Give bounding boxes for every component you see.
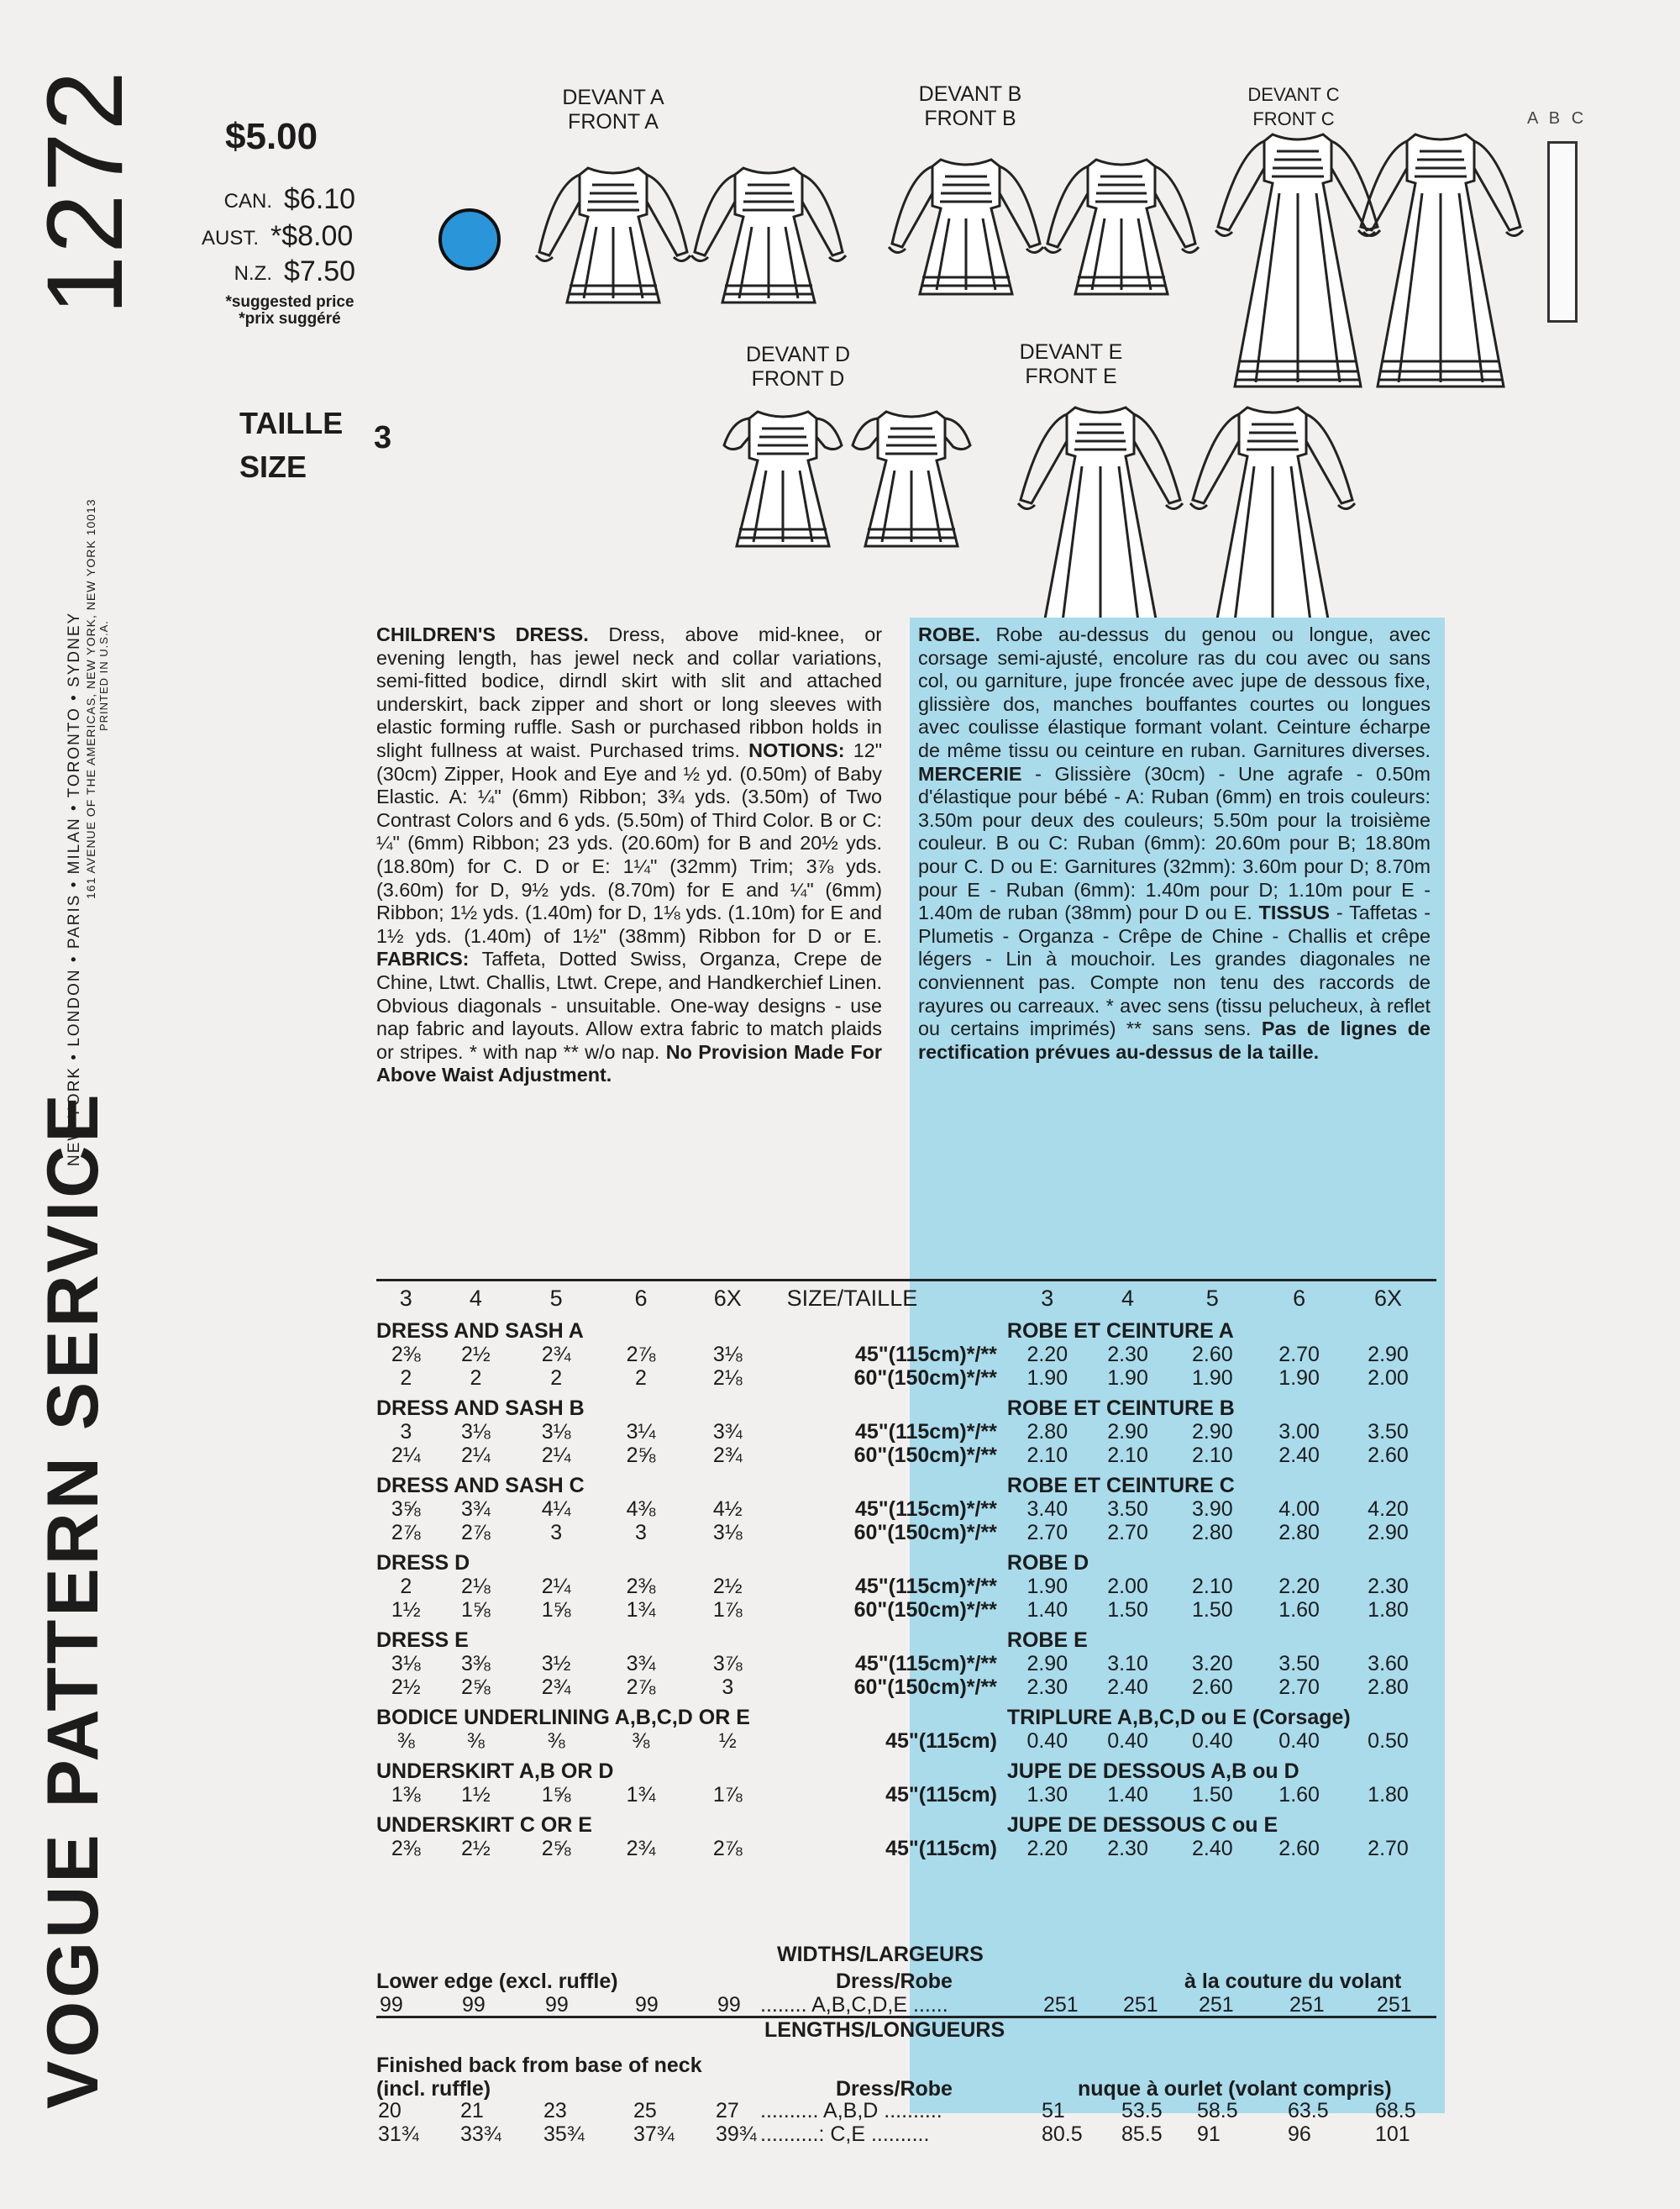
fabrics-label: FABRICS: <box>376 948 470 970</box>
lengths-dress-label: Dress/Robe <box>836 2077 953 2101</box>
yds-cell: 2 <box>470 1366 482 1390</box>
yds-cell: ⅜ <box>466 1729 485 1753</box>
fabric-width-cell: 45"(115cm)*/** <box>854 1343 997 1366</box>
length-inch-cell: 35¾ <box>543 2122 585 2146</box>
yds-cell: 3 <box>400 1420 412 1444</box>
provision-fr: Pas de lignes de rectification prévues au-dessus de la taille. <box>918 1018 1431 1063</box>
meter-cell: 2.00 <box>1368 1366 1409 1390</box>
yds-cell: 2½ <box>391 1675 421 1699</box>
table-row <box>376 1783 1435 1807</box>
size-value: 3 <box>374 420 392 455</box>
printed-line: PRINTED IN U.S.A. <box>97 620 110 731</box>
description-en <box>376 623 882 1087</box>
meter-cell: 2.30 <box>1107 1837 1148 1860</box>
meter-cell: 2.90 <box>1191 1420 1233 1444</box>
description-fr <box>918 623 1431 1064</box>
length-views: ..........: C,E .......... <box>760 2122 930 2146</box>
yds-cell: 1½ <box>391 1598 421 1622</box>
widths-dress-label: Dress/Robe <box>836 1970 953 1993</box>
price-can-value: $6.10 <box>284 183 356 215</box>
yds-cell: 2⅞ <box>391 1521 421 1544</box>
meter-cell: 1.90 <box>1026 1366 1068 1390</box>
meter-cell: 0.50 <box>1368 1729 1409 1753</box>
width-inch-cell: 99 <box>717 1993 741 2017</box>
price-us: $5.00 <box>225 116 318 157</box>
lengths-label-fr: nuque à ourlet (volant compris) <box>1078 2077 1392 2101</box>
meter-cell: 4.00 <box>1278 1497 1320 1521</box>
meter-cell: 2.60 <box>1191 1675 1233 1699</box>
meter-cell: 1.30 <box>1026 1783 1068 1807</box>
garment-illustrations <box>0 0 1680 622</box>
section-label-fr: ROBE ET CEINTURE C <box>1006 1474 1235 1497</box>
meter-cell: 2.70 <box>1368 1837 1409 1860</box>
price-nz-label: N.Z. <box>234 262 272 285</box>
widths-views: ........ A,B,C,D,E ...... <box>760 1993 948 2017</box>
meter-cell: 4.20 <box>1368 1497 1409 1521</box>
fabrics-text: Taffeta, Dotted Swiss, Organza, Crepe de Chine, Ltwt. Challis, Ltwt. Crepe, and Handkerchief Linen. Obvious diagonals - unsuitable. One-way designs - use nap fabric and layouts. Allow extra fabric to match plaids or stripes. * with nap ** w/o nap. <box>376 948 883 1063</box>
meter-cell: 3.50 <box>1368 1420 1409 1444</box>
swatch-label: A B C <box>1527 109 1588 128</box>
length-inch-cell: 20 <box>378 2099 402 2122</box>
meter-cell: 1.60 <box>1278 1598 1320 1622</box>
yds-cell: 2⅝ <box>626 1444 656 1467</box>
yds-cell: 2⅛ <box>712 1366 743 1390</box>
meter-cell: 2.70 <box>1026 1521 1068 1544</box>
width-inch-cell: 99 <box>380 1993 403 2017</box>
section-gap <box>770 1390 1007 1420</box>
widths-label-en: Lower edge (excl. ruffle) <box>376 1970 618 1993</box>
section-label-en: DRESS AND SASH C <box>376 1474 585 1497</box>
length-cm-cell: 68.5 <box>1375 2099 1416 2122</box>
section-header-row <box>376 1807 1435 1837</box>
length-inch-cell: 39¾ <box>716 2122 757 2146</box>
yds-cell: 4½ <box>712 1497 743 1521</box>
section-header-row <box>376 1312 1435 1343</box>
section-label-en: UNDERSKIRT A,B OR D <box>376 1759 614 1783</box>
size-col-metric-0: 3 <box>1041 1286 1054 1311</box>
size-col-1: 4 <box>469 1286 482 1311</box>
yds-cell: 2⅞ <box>626 1343 656 1366</box>
size-label-fr: TAILLE <box>239 406 344 440</box>
notions-text: 12" (30cm) Zipper, Hook and Eye and ½ yd. (0.50m) of Baby Elastic. A: ¼" (6mm) Ribbon; 3¾ yds. (3.50m) of Two Contrast Colors and 6 yds. (5.50m) of Third Color. B or C: ¼" (6mm) Ribbon; 23 yds. (20.60m) for B and 20½ yds. (18.80m) for C. D or E: 1¼" (32mm) Trim; 3⅞ yds. (3.60m) for D, 9½ yds. (8.70m) for E and ¼" (6mm) Ribbon; 1½ yds. (1.40m) for D, 1⅛ yds. (1.10m) for E and 1½ yds. (1.40m) of 1½" (38mm) Ribbon for D or E. <box>376 739 883 947</box>
yds-cell: 2⅜ <box>391 1343 421 1366</box>
yds-cell: 3½ <box>541 1652 571 1675</box>
address-line: 161 AVENUE OF THE AMERICAS, NEW YORK, NEW YORK 10013 <box>84 498 97 899</box>
table-top-rule <box>376 1279 1436 1281</box>
size-col-metric-2: 5 <box>1205 1286 1219 1311</box>
yds-cell: 1¾ <box>626 1598 656 1622</box>
yds-cell: 3 <box>635 1521 647 1544</box>
fabric-width-cell: 45"(115cm)*/** <box>854 1575 997 1598</box>
length-cm-cell: 51 <box>1042 2099 1065 2122</box>
yds-cell: 2 <box>635 1366 647 1390</box>
size-col-0: 3 <box>399 1286 412 1311</box>
yds-cell: 2¾ <box>626 1837 656 1860</box>
lengths-label-en-1: Finished back from base of neck <box>376 2054 702 2077</box>
meter-cell: 0.40 <box>1278 1729 1320 1753</box>
fabric-width-cell: 45"(115cm)*/** <box>854 1497 997 1521</box>
section-gap <box>770 1807 1007 1837</box>
fabric-width-cell: 45"(115cm) <box>885 1837 997 1860</box>
section-label-fr: JUPE DE DESSOUS A,B ou D <box>1006 1759 1299 1783</box>
desc-fr-title: ROBE. <box>918 623 981 645</box>
meter-cell: 2.80 <box>1278 1521 1320 1544</box>
view-a-en: FRONT A <box>568 110 659 134</box>
meter-cell: 2.60 <box>1278 1837 1320 1860</box>
width-inch-cell: 99 <box>635 1993 659 2017</box>
length-inch-cell: 27 <box>716 2099 739 2122</box>
meter-cell: 3.90 <box>1191 1497 1233 1521</box>
tissus-label: TISSUS <box>1258 902 1331 924</box>
yds-cell: 2⅜ <box>626 1575 656 1598</box>
yardage-table <box>376 1284 1435 1860</box>
yds-cell: 3⅛ <box>461 1420 491 1444</box>
meter-cell: 2.70 <box>1278 1343 1320 1366</box>
yds-cell: 3⅛ <box>391 1652 421 1675</box>
section-label-fr: ROBE ET CEINTURE A <box>1006 1319 1234 1343</box>
meter-cell: 1.90 <box>1191 1366 1233 1390</box>
width-cm-cell: 251 <box>1199 1993 1234 2017</box>
yds-cell: 1⅞ <box>712 1598 743 1622</box>
table-row <box>376 1652 1435 1675</box>
section-label-en: UNDERSKIRT C OR E <box>376 1813 592 1837</box>
meter-cell: 2.90 <box>1368 1343 1409 1366</box>
yds-cell: 2⅛ <box>461 1575 491 1598</box>
length-inch-cell: 25 <box>633 2099 657 2122</box>
length-cm-cell: 96 <box>1288 2122 1311 2146</box>
width-cm-cell: 251 <box>1289 1993 1325 2017</box>
cities-line: NEW YORK • LONDON • PARIS • MILAN • TORONTO • SYDNEY <box>66 611 83 1166</box>
yds-cell: 4⅜ <box>626 1497 656 1521</box>
yds-cell: 1⅝ <box>541 1783 571 1807</box>
width-inch-cell: 99 <box>545 1993 569 2017</box>
section-header-row <box>376 1622 1435 1652</box>
meter-cell: 2.60 <box>1191 1343 1233 1366</box>
section-label-en: DRESS AND SASH A <box>376 1319 584 1343</box>
yds-cell: 3 <box>550 1521 563 1544</box>
table-row <box>376 1837 1435 1860</box>
yds-cell: 2⅞ <box>461 1521 491 1544</box>
price-aust-label: AUST. <box>201 227 259 250</box>
yds-cell: 3¾ <box>626 1652 656 1675</box>
section-gap <box>770 1622 1007 1652</box>
meter-cell: 1.50 <box>1191 1783 1233 1807</box>
yds-cell: 4¼ <box>541 1497 571 1521</box>
meter-cell: 0.40 <box>1107 1729 1148 1753</box>
yds-cell: 2¾ <box>541 1675 571 1699</box>
fabric-width-cell: 45"(115cm)*/** <box>854 1420 997 1444</box>
yds-cell: 1⅝ <box>541 1598 571 1622</box>
section-header-row <box>376 1390 1435 1420</box>
size-col-2: 5 <box>549 1286 563 1311</box>
yds-cell: ⅜ <box>396 1729 415 1753</box>
widths-label-fr: à la couture du volant <box>1184 1970 1402 1993</box>
table-row <box>376 1521 1435 1544</box>
section-gap <box>770 1467 1007 1497</box>
notions-label: NOTIONS: <box>748 739 845 761</box>
meter-cell: 1.90 <box>1107 1366 1148 1390</box>
meter-cell: 2.70 <box>1107 1521 1148 1544</box>
desc-fr-body: Robe au-dessus du genou ou longue, avec corsage semi-ajusté, encolure ras du cou avec ou sans col, ou garniture, jupe froncée avec jupe de dessous fixe, glissière dos, manches bouffantes courtes ou longues avec coulisse élastique formant volant. Ceinture écharpe de même tissu ou ceinture en ruban. Garnitures diverses. <box>918 623 1431 761</box>
meter-cell: 3.50 <box>1107 1497 1148 1521</box>
table-row <box>376 1343 1435 1366</box>
meter-cell: 2.10 <box>1026 1444 1068 1467</box>
price-aust-value: *$8.00 <box>270 220 354 252</box>
length-inch-cell: 37¾ <box>633 2122 675 2146</box>
table-row <box>376 1366 1435 1390</box>
mercerie-text: - Glissière (30cm) - Une agrafe - 0.50m d'élastique pour bébé - A: Ruban (6mm) en trois couleurs: 3.50m pour deux des couleurs; 5.50m pour la troisième couleur. B ou C: Ruban (6mm): 20.60m pour B; 18.80m pour C. D ou E: Garnitures (32mm): 3.60m pour D; 8.70m pour E - Ruban (6mm): 1.40m pour D; 1.10m pour E - 1.40m de ruban (38mm) pour D ou E. <box>918 762 1431 924</box>
meter-cell: 2.30 <box>1107 1343 1148 1366</box>
meter-cell: 1.90 <box>1278 1366 1320 1390</box>
meter-cell: 2.30 <box>1026 1675 1068 1699</box>
yds-cell: 2⅝ <box>541 1837 571 1860</box>
meter-cell: 0.40 <box>1026 1729 1068 1753</box>
length-inch-cell: 23 <box>543 2099 567 2122</box>
desc-en-title: CHILDREN'S DRESS. <box>376 623 589 645</box>
yds-cell: 2 <box>400 1575 412 1598</box>
meter-cell: 1.80 <box>1368 1783 1409 1807</box>
meter-cell: 2.10 <box>1191 1444 1233 1467</box>
meter-cell: 2.60 <box>1368 1444 1409 1467</box>
yardage-grid <box>376 1284 1435 1860</box>
lengths-header: LENGTHS/LONGUEURS <box>764 2018 1005 2042</box>
fabric-width-cell: 45"(115cm) <box>885 1729 997 1753</box>
yds-cell: ½ <box>718 1729 737 1753</box>
section-gap <box>770 1699 1007 1729</box>
view-b-en: FRONT B <box>924 107 1016 130</box>
meter-cell: 2.90 <box>1026 1652 1068 1675</box>
section-label-fr: ROBE ET CEINTURE B <box>1006 1396 1235 1420</box>
yds-cell: ⅜ <box>547 1729 565 1753</box>
meter-cell: 1.80 <box>1368 1598 1409 1622</box>
width-cm-cell: 251 <box>1123 1993 1158 2017</box>
fabric-width-cell: 60"(150cm)*/** <box>853 1521 997 1544</box>
section-label-fr: TRIPLURE A,B,C,D ou E (Corsage) <box>1006 1706 1351 1729</box>
section-label-fr: ROBE D <box>1006 1551 1089 1575</box>
yds-cell: 1¾ <box>626 1783 656 1807</box>
meter-cell: 1.50 <box>1191 1598 1233 1622</box>
yds-cell: 3⅛ <box>712 1521 743 1544</box>
meter-cell: 2.30 <box>1368 1575 1409 1598</box>
lengths-label-en-2: (incl. ruffle) <box>376 2077 491 2101</box>
size-col-metric-3: 6 <box>1293 1286 1306 1311</box>
yds-cell: 2¾ <box>712 1444 743 1467</box>
size-col-metric-4: 6X <box>1374 1286 1403 1311</box>
yds-cell: 2⅜ <box>391 1837 421 1860</box>
length-cm-cell: 53.5 <box>1121 2099 1163 2122</box>
size-col-metric-1: 4 <box>1121 1286 1135 1311</box>
fabric-width-cell: 60"(150cm)*/** <box>853 1444 997 1467</box>
yds-cell: 2⅝ <box>461 1675 491 1699</box>
length-inch-cell: 33¾ <box>460 2122 501 2146</box>
length-cm-cell: 63.5 <box>1288 2099 1329 2122</box>
price-nz-value: $7.50 <box>284 255 356 287</box>
view-e-fr: DEVANT E <box>1019 340 1123 364</box>
section-gap <box>770 1544 1007 1575</box>
yds-cell: 2⅞ <box>712 1837 743 1860</box>
meter-cell: 2.80 <box>1026 1420 1068 1444</box>
meter-cell: 2.20 <box>1026 1837 1068 1860</box>
yds-cell: 3 <box>722 1675 734 1699</box>
yds-cell: 2¼ <box>391 1444 421 1467</box>
yds-cell: 2½ <box>461 1343 491 1366</box>
width-cm-cell: 251 <box>1043 1993 1079 2017</box>
yds-cell: 1⅝ <box>461 1598 491 1622</box>
section-label-fr: ROBE E <box>1006 1628 1088 1652</box>
length-cm-cell: 91 <box>1197 2122 1221 2146</box>
yds-cell: 3¼ <box>626 1420 656 1444</box>
tissus-text: - Taffetas - Plumetis - Organza - Crêpe de Chine - Challis et crêpe légers - Lin à mouchoir. Les grandes diagonales ne conviennent pas. Compte non tenu des raccords de rayures ou carreaux. * avec sens (tissu pelucheux, à reflet ou certains imprimés) ** sans sens. <box>918 902 1431 1040</box>
meter-cell: 1.90 <box>1026 1575 1068 1598</box>
table-row <box>376 1444 1435 1467</box>
view-d-fr: DEVANT D <box>745 343 851 366</box>
fabric-width-cell: 45"(115cm) <box>885 1783 997 1807</box>
yds-cell: 2⅞ <box>626 1675 656 1699</box>
meter-cell: 2.10 <box>1107 1444 1148 1467</box>
yds-cell: 1⅞ <box>712 1783 743 1807</box>
view-e-en: FRONT E <box>1025 365 1117 388</box>
yds-cell: 3¾ <box>461 1497 491 1521</box>
meter-cell: 1.40 <box>1026 1598 1068 1622</box>
meter-cell: 2.40 <box>1107 1675 1148 1699</box>
view-d-en: FRONT D <box>751 367 845 391</box>
meter-cell: 1.40 <box>1107 1783 1148 1807</box>
yds-cell: 2¼ <box>541 1575 571 1598</box>
meter-cell: 2.20 <box>1026 1343 1068 1366</box>
length-cm-cell: 101 <box>1375 2122 1410 2146</box>
yds-cell: 3⅜ <box>461 1652 491 1675</box>
view-c-en: FRONT C <box>1252 108 1335 129</box>
yds-cell: 2½ <box>712 1575 743 1598</box>
width-inch-cell: 99 <box>462 1993 486 2017</box>
table-row <box>376 1598 1435 1622</box>
section-label-en: BODICE UNDERLINING A,B,C,D OR E <box>376 1706 750 1729</box>
yds-cell: 2½ <box>461 1837 491 1860</box>
length-cm-cell: 80.5 <box>1042 2122 1083 2146</box>
meter-cell: 3.20 <box>1191 1652 1233 1675</box>
yds-cell: 3⅞ <box>712 1652 743 1675</box>
meter-cell: 2.90 <box>1368 1521 1409 1544</box>
meter-cell: 2.80 <box>1191 1521 1233 1544</box>
yds-cell: 2¼ <box>461 1444 491 1467</box>
meter-cell: 3.50 <box>1278 1652 1320 1675</box>
view-a-fr: DEVANT A <box>562 86 664 109</box>
size-col-3: 6 <box>634 1286 648 1311</box>
widths-header: WIDTHS/LARGEURS <box>777 1943 984 1966</box>
yds-cell: ⅜ <box>632 1729 650 1753</box>
fabric-width-cell: 60"(150cm)*/** <box>853 1598 997 1622</box>
meter-cell: 2.80 <box>1368 1675 1409 1699</box>
meter-cell: 2.20 <box>1278 1575 1320 1598</box>
meter-cell: 2.70 <box>1278 1675 1320 1699</box>
yds-cell: 2 <box>550 1366 563 1390</box>
yds-cell: 3¾ <box>712 1420 743 1444</box>
table-row <box>376 1497 1435 1521</box>
suggested-price-en: *suggested price <box>225 293 354 311</box>
section-header-row <box>376 1753 1435 1783</box>
brand-title: VOGUE PATTERN SERVICE <box>33 1091 113 2109</box>
meter-cell: 3.10 <box>1107 1652 1148 1675</box>
yds-cell: 2¾ <box>541 1343 571 1366</box>
yds-cell: 1½ <box>461 1783 491 1807</box>
meter-cell: 2.10 <box>1191 1575 1233 1598</box>
size-header-label: SIZE/TAILLE <box>786 1286 918 1311</box>
view-c-fr: DEVANT C <box>1247 84 1340 105</box>
section-label-en: DRESS E <box>376 1628 469 1652</box>
meter-cell: 3.60 <box>1368 1652 1409 1675</box>
size-col-4: 6X <box>713 1286 742 1311</box>
length-cm-cell: 85.5 <box>1121 2122 1163 2146</box>
size-header-row <box>376 1284 1435 1312</box>
meter-cell: 2.40 <box>1191 1837 1233 1860</box>
fabric-width-cell: 45"(115cm)*/** <box>854 1652 997 1675</box>
section-gap <box>770 1312 1007 1343</box>
meter-cell: 3.40 <box>1026 1497 1068 1521</box>
section-label-fr: JUPE DE DESSOUS C ou E <box>1006 1813 1278 1837</box>
length-cm-cell: 58.5 <box>1197 2099 1238 2122</box>
table-row <box>376 1575 1435 1598</box>
meter-cell: 2.90 <box>1107 1420 1148 1444</box>
price-can-label: CAN. <box>223 190 272 213</box>
suggested-price-fr: *prix suggéré <box>239 310 341 328</box>
yds-cell: 3⅛ <box>712 1343 743 1366</box>
size-label-en: SIZE <box>239 450 307 484</box>
provision-en: No Provision Made For Above Waist Adjustment. <box>376 1040 882 1086</box>
length-inch-cell: 21 <box>460 2099 484 2122</box>
section-label-en: DRESS AND SASH B <box>376 1396 585 1420</box>
desc-en-body: Dress, above mid-knee, or evening length, has jewel neck and collar variations, semi-fitted bodice, dirndl skirt with slit and attached underskirt, back zipper and short or long sleeves with elastic forming ruffle. Sash or purchased ribbon holds in slight fullness at waist. Purchased trims. <box>376 623 882 761</box>
meter-cell: 1.50 <box>1107 1598 1148 1622</box>
section-gap <box>770 1753 1007 1783</box>
yds-cell: 2 <box>400 1366 412 1390</box>
table-row <box>376 1675 1435 1699</box>
meter-cell: 0.40 <box>1191 1729 1233 1753</box>
yds-cell: 1⅜ <box>391 1783 421 1807</box>
meter-cell: 2.40 <box>1278 1444 1320 1467</box>
section-header-row <box>376 1544 1435 1575</box>
fabric-width-cell: 60"(150cm)*/** <box>853 1366 997 1390</box>
section-header-row <box>376 1467 1435 1497</box>
table-row <box>376 1729 1435 1753</box>
yds-cell: 3⅝ <box>391 1497 421 1521</box>
length-inch-cell: 31¾ <box>378 2122 419 2146</box>
section-header-row <box>376 1699 1435 1729</box>
mercerie-label: MERCERIE <box>918 762 1022 785</box>
length-views: .......... A,B,D .......... <box>760 2099 942 2122</box>
table-row <box>376 1420 1435 1444</box>
meter-cell: 2.00 <box>1107 1575 1148 1598</box>
width-cm-cell: 251 <box>1377 1993 1412 2017</box>
view-b-fr: DEVANT B <box>918 82 1022 106</box>
yds-cell: 3⅛ <box>541 1420 571 1444</box>
section-label-en: DRESS D <box>376 1551 470 1575</box>
pattern-number: 1272 <box>25 69 145 315</box>
fabric-width-cell: 60"(150cm)*/** <box>853 1675 997 1699</box>
meter-cell: 1.60 <box>1278 1783 1320 1807</box>
meter-cell: 3.00 <box>1278 1420 1320 1444</box>
yds-cell: 2¼ <box>541 1444 571 1467</box>
